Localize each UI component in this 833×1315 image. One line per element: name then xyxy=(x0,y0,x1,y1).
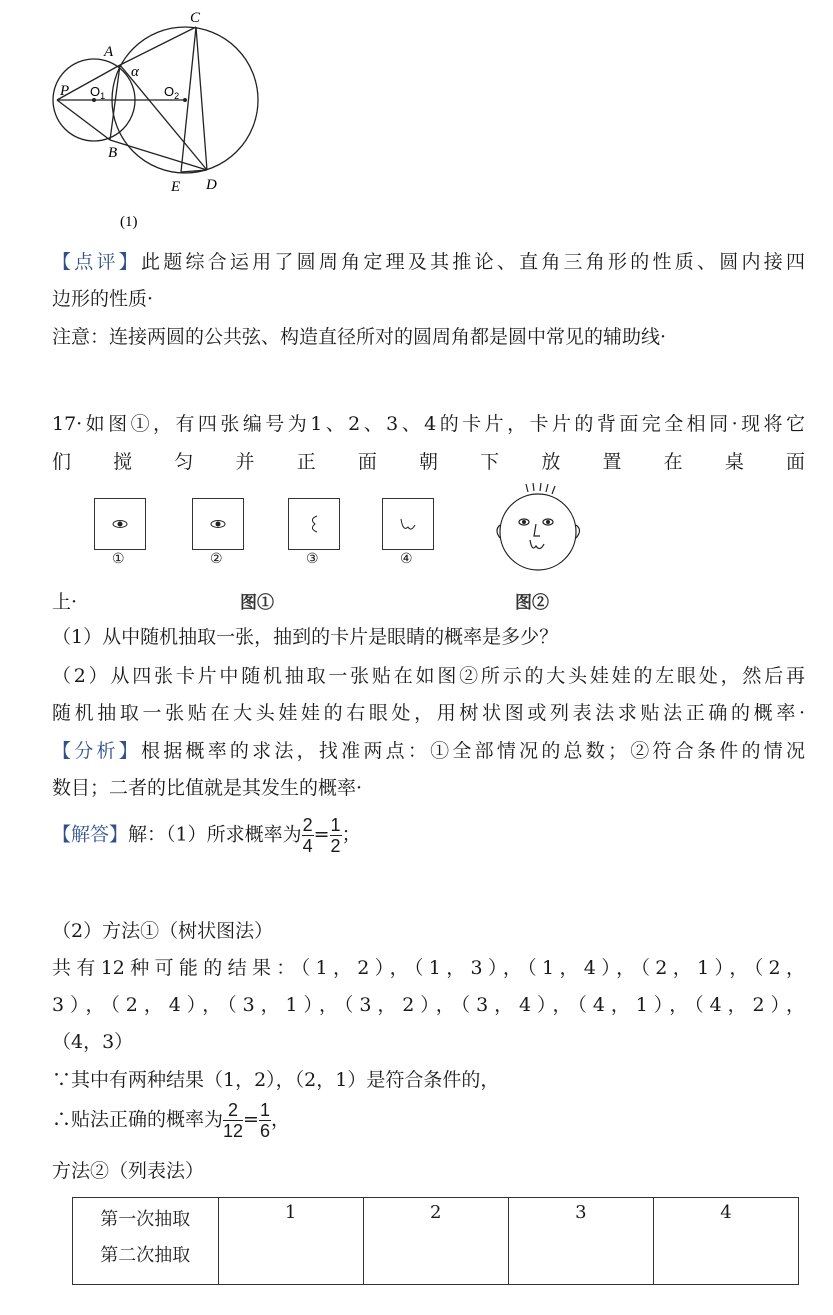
fraction-2-4: $\frac{2}{4}$ xyxy=(302,815,313,856)
card-label-1: ① xyxy=(112,551,125,567)
question-part-2-line-2: 随机抽取一张贴在大头娃娃的右眼处，用树状图或列表法求贴法正确的概率· xyxy=(52,702,805,724)
svg-text:P: P xyxy=(60,83,70,99)
review-text: 此题综合运用了圆周角定理及其推论、直角三角形的性质、圆内接四 xyxy=(140,251,805,273)
analysis-tag: 【分析】 xyxy=(52,740,141,762)
because-line: ∵其中有两种结果（1，2），（2，1）是符合条件的， xyxy=(52,1069,500,1091)
answer-tag: 【解答】 xyxy=(52,823,129,846)
svg-text:D: D xyxy=(206,177,217,193)
therefore-line xyxy=(52,1100,290,1141)
review-line-1 xyxy=(52,249,805,275)
results-line-1: 共有12种可能的结果：（1，2），（1，3），（1，4），（2，1），（2， xyxy=(52,957,805,979)
table-column-4: 4 xyxy=(653,1198,798,1285)
equals-sign: = xyxy=(243,1108,259,1131)
question-part-1: （1）从中随机抽取一张，抽到的卡片是眼睛的概率是多少？ xyxy=(52,626,559,648)
answer-text: 解：（1）所求概率为 xyxy=(128,823,302,846)
svg-text:C: C xyxy=(190,10,201,26)
card-4-mouth xyxy=(382,498,434,550)
table-column-2: 2 xyxy=(363,1198,508,1285)
svg-text:α: α xyxy=(131,64,139,80)
question-17-line-3: 上· xyxy=(52,591,78,613)
results-line-2: 3），（2，4），（3，1），（3，2），（3，4），（4，1），（4，2）， xyxy=(52,994,805,1016)
fraction-1-6: $\frac{1}{6}$ xyxy=(259,1100,270,1141)
therefore-text: ∴贴法正确的概率为 xyxy=(52,1108,224,1131)
table-header-cell xyxy=(73,1198,219,1285)
figure-2-caption: 图② xyxy=(515,593,549,612)
method-2-heading: 方法②（列表法） xyxy=(52,1160,205,1182)
comma: ， xyxy=(270,1108,290,1131)
svg-text:E: E xyxy=(171,179,181,195)
svg-text:O1: $O_1$ xyxy=(90,84,106,101)
table-column-1: 1 xyxy=(218,1198,363,1285)
semicolon: ； xyxy=(341,823,361,846)
probability-table xyxy=(72,1197,799,1285)
card-3-ear xyxy=(288,498,340,550)
review-tag: 【点评】 xyxy=(52,251,141,273)
card-2-eye xyxy=(192,498,244,550)
card-label-4: ④ xyxy=(400,551,413,567)
figure-caption: (1) xyxy=(120,214,138,230)
big-head-doll-face xyxy=(490,480,590,580)
header-second-draw: 第二次抽取 xyxy=(100,1245,191,1266)
results-line-3: （4，3） xyxy=(52,1031,134,1053)
fraction-1-2: $\frac{1}{2}$ xyxy=(330,815,341,856)
svg-text:A: A xyxy=(104,44,114,60)
table-row xyxy=(73,1198,799,1285)
svg-text:O2: $O_2$ xyxy=(164,84,180,101)
method-1-heading: （2）方法①（树状图法） xyxy=(52,920,274,942)
question-17-line-1: 17·如图①，有四张编号为1、2、3、4的卡片，卡片的背面完全相同·现将它 xyxy=(52,413,805,435)
answer-part-1 xyxy=(52,815,361,856)
analysis-line-1 xyxy=(52,738,805,764)
header-first-draw: 第一次抽取 xyxy=(100,1209,191,1230)
table-column-3: 3 xyxy=(508,1198,653,1285)
card-1-eye xyxy=(94,498,146,550)
analysis-line-2: 数目；二者的比值就是其发生的概率· xyxy=(52,777,363,799)
review-note: 注意：连接两圆的公共弦、构造直径所对的圆周角都是圆中常见的辅助线· xyxy=(52,326,667,348)
fraction-2-12: $\frac{2}{12}$ xyxy=(223,1100,244,1141)
figure-1-caption: 图① xyxy=(240,593,274,612)
analysis-text: 根据概率的求法，找准两点：①全部情况的总数；②符合条件的情况 xyxy=(140,740,805,762)
card-label-2: ② xyxy=(210,551,223,567)
svg-text:B: B xyxy=(108,145,118,161)
question-17-line-2: 们搅匀并正面朝下放置在桌面 xyxy=(52,451,805,473)
question-part-2-line-1: （2）从四张卡片中随机抽取一张贴在如图②所示的大头娃娃的左眼处，然后再 xyxy=(52,665,805,687)
circle-geometry-figure xyxy=(40,0,280,235)
equals-sign: = xyxy=(313,823,330,846)
review-line-2: 边形的性质· xyxy=(52,288,154,310)
card-label-3: ③ xyxy=(306,551,319,567)
